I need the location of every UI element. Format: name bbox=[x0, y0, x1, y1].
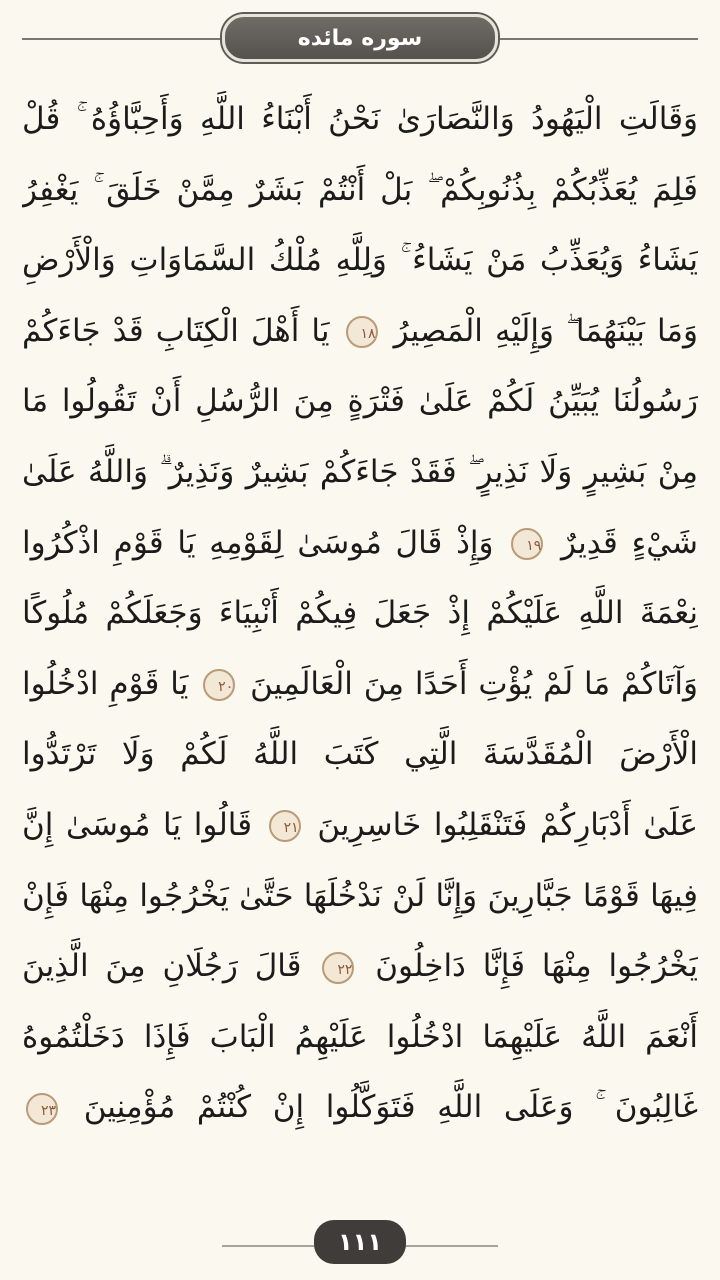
verse-line: رَسُولُنَا يُبَيِّنُ لَكُمْ عَلَىٰ فَتْرَةٍ مِنَ الرُّسُلِ أَنْ تَقُولُوا مَا bbox=[22, 383, 698, 420]
verse-line: أَنْعَمَ اللَّهُ عَلَيْهِمَا ادْخُلُوا عَلَيْهِمُ الْبَابَ فَإِذَا دَخَلْتُمُوهُ bbox=[22, 1018, 698, 1055]
ayah-number-marker: ٢٠ bbox=[203, 669, 235, 701]
verse-line: مِنْ بَشِيرٍ وَلَا نَذِيرٍ ۖ فَقَدْ جَاءَكُمْ بَشِيرٌ وَنَذِيرٌ ۗ وَاللَّهُ عَلَىٰ bbox=[22, 453, 698, 490]
verse-text-area bbox=[22, 84, 698, 1214]
ayah-number-marker: ٢٣ bbox=[26, 1093, 58, 1125]
ayah-number-marker: ١٩ bbox=[511, 528, 543, 560]
surah-title: سوره مائده bbox=[297, 25, 423, 51]
verse-line: وَمَا بَيْنَهُمَا ۖ وَإِلَيْهِ الْمَصِيرُ ١٨ يَا أَهْلَ الْكِتَابِ قَدْ جَاءَكُمْ bbox=[22, 312, 698, 349]
surah-header bbox=[0, 0, 720, 78]
verse-line: يَخْرُجُوا مِنْهَا فَإِنَّا دَاخِلُونَ ٢٢ قَالَ رَجُلَانِ مِنَ الَّذِينَ bbox=[22, 948, 698, 985]
verse-line: فَلِمَ يُعَذِّبُكُمْ بِذُنُوبِكُمْ ۖ بَلْ أَنْتُمْ بَشَرٌ مِمَّنْ خَلَقَ ۚ يَغْفِرُ bbox=[22, 171, 698, 208]
ayah-number-marker: ١٨ bbox=[346, 316, 378, 348]
verse-line: فِيهَا قَوْمًا جَبَّارِينَ وَإِنَّا لَنْ نَدْخُلَهَا حَتَّىٰ يَخْرُجُوا مِنْهَا فَإِنْ bbox=[22, 877, 698, 914]
surah-title-plate bbox=[222, 14, 498, 62]
ayah-number-marker: ٢١ bbox=[269, 810, 301, 842]
page-number-plate bbox=[314, 1220, 406, 1264]
verse-line: غَالِبُونَ ۚ وَعَلَى اللَّهِ فَتَوَكَّلُوا إِنْ كُنْتُمْ مُؤْمِنِينَ ٢٣ bbox=[22, 1072, 698, 1143]
verse-line: عَلَىٰ أَدْبَارِكُمْ فَتَنْقَلِبُوا خَاسِرِينَ ٢١ قَالُوا يَا مُوسَىٰ إِنَّ bbox=[22, 806, 698, 843]
verse-line: وَقَالَتِ الْيَهُودُ وَالنَّصَارَىٰ نَحْنُ أَبْنَاءُ اللَّهِ وَأَحِبَّاؤُهُ ۚ قُلْ bbox=[22, 101, 698, 137]
verse-line: الْأَرْضَ الْمُقَدَّسَةَ الَّتِي كَتَبَ اللَّهُ لَكُمْ وَلَا تَرْتَدُّوا bbox=[22, 736, 698, 773]
verse-line: يَشَاءُ وَيُعَذِّبُ مَنْ يَشَاءُ ۚ وَلِلَّهِ مُلْكُ السَّمَاوَاتِ وَالْأَرْضِ bbox=[22, 242, 698, 279]
verse-line: وَآتَاكُمْ مَا لَمْ يُؤْتِ أَحَدًا مِنَ الْعَالَمِينَ ٢٠ يَا قَوْمِ ادْخُلُوا bbox=[22, 665, 698, 702]
page-number: ١١١ bbox=[338, 1228, 382, 1256]
page-footer bbox=[0, 1212, 720, 1280]
ayah-number-marker: ٢٢ bbox=[322, 952, 354, 984]
verse-line: نِعْمَةَ اللَّهِ عَلَيْكُمْ إِذْ جَعَلَ فِيكُمْ أَنْبِيَاءَ وَجَعَلَكُمْ مُلُوكًا bbox=[22, 595, 698, 632]
verse-line: شَيْءٍ قَدِيرٌ ١٩ وَإِذْ قَالَ مُوسَىٰ لِقَوْمِهِ يَا قَوْمِ اذْكُرُوا bbox=[22, 524, 698, 561]
